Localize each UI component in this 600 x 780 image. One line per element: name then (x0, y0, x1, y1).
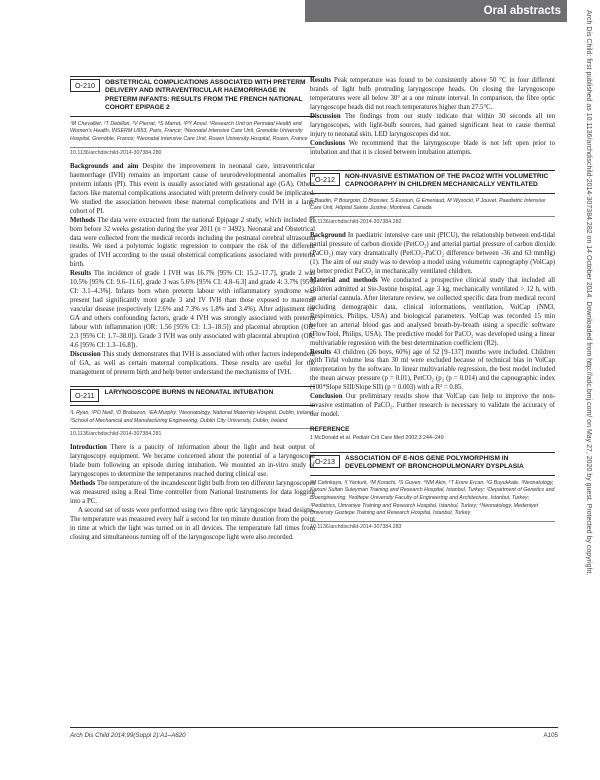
abstract-doi[interactable]: 10.1136/archdischild-2014-307384.282 (310, 216, 555, 226)
abstract-authors: ¹M Cetinkaya, ¹I Yanturk, ²M Korachi, ³S Guven, ⁴NM Akin, ⁵T Emre Ercan, ¹G Buyukkale. ¹Neonatology, Kanuni Sultan Suleyman Training and Research Hospital, Istanbul, Turkey; ²Department of Genetics and Bioengineering, Yeditepe University Faculty of Engineering and Architecture, Istanbul, Turkey; ³Pediatrics, Umraniye Training and Research Hospital, Istanbul, Turkey; ⁴Neonatology, Medeniyet University Goztepe Training and Research Hospital, Istanbul, Turkey (310, 479, 555, 517)
abstract-doi[interactable]: 10.1136/archdischild-2014-307384.280 (70, 147, 315, 157)
abstract-title-bar (310, 452, 555, 476)
left-column (70, 76, 315, 543)
abstract-section (310, 140, 555, 158)
reference-heading: REFERENCE (310, 426, 350, 434)
abstract-authors: ¹M Chevallier, ²T Debillon, ³V Pierrat, ⁴S Marret, ¹PY Ancel. ¹Research Unit on Perinatal Health and Women's Health, INSERM U953, Paris, France; ²Neonatal Intensive Care Unit, Grenoble University Hospital, Grenoble, France; ³Neonatal Intensive Care Unit, Rouen University Hospital, Rouen, France (70, 120, 308, 143)
abstract-section (310, 277, 555, 349)
section-label: Introduction (70, 444, 107, 452)
section-text: The incidence of grade 1 IVH was 16.7% [95% CI: 15.2–17.7], grade 2 was 10.5% [95% CI: 9.6–11.6], grade 3 was 5.6% [95% CI: 4.8–6.3] and grade 4: 3.7% [95% CI: 3.1–4.3%]. Infants born when preterm labour with inflammatory syndrome was present had significantly more grade 3 and IV IVH than those exposed to maternal vascular disease (respectively 12.6% and 7.3% vs 1.8% and 3.4%). After adjustment for GA and others confounding factors, grade 4 IVH was strongly associated with preterm labour with inflammation (OR: 1.56 [95% CI: 1.3–18.5]) and placental abruption (OR: 2.3 [95% CI: 1.7–38.0]). Grade 3 IVH was only associated with placental abruption (OR: 4.6 [95% CI: 1.3–16.8]). (70, 270, 316, 350)
abstract-heading: OBSTETRICAL COMPLICATIONS ASSOCIATED WITH PRETERM DELIVERY AND INTRAVENTRICULAR HAEMORRHAGE IN PRETERM INFANTS: RESULTS FROM THE FRENCH NATIONAL COHORT EPIPAGE 2 (104, 79, 306, 112)
section-label: Results (310, 348, 332, 356)
section-text: Peak temperature was found to be consistently above 50 °C in four different brands of light bulb protruding laryngoscope heads. On closing the laryngoscope temperatures were all below 30° at a one minute interval. In comparison, the fibre optic laryngoscope heads did not reach temperatures higher than 27.5°C. (310, 77, 556, 111)
abstract-section (70, 163, 315, 217)
section-text: The findings from our study indicate that within 30 seconds all ten laryngoscopes, with light-bulb sources, had gained significant heat to cause thermal injury to neonatal skin. LED laryngoscopes did not. (310, 112, 556, 138)
section-label: Methods (70, 480, 96, 488)
section-text: This study demonstrates that IVH is associated with other factors independent of GA, as well as certain maternal complications. These results are useful for the management of preterm birth and help better understand the mechanisms of IVH. (70, 351, 315, 377)
abstract-doi[interactable]: 10.1136/archdischild-2014-307384.281 (70, 428, 315, 438)
page-footer (70, 727, 558, 742)
reference-item: 1 McDonald et al. Pediatr Crit Care Med 2002;3:244–249 (310, 434, 444, 441)
section-label: Background (310, 231, 346, 239)
abstract-id: O-213 (310, 455, 340, 468)
section-label: Conclusions (310, 139, 346, 147)
abstract-heading: LARYNGOSCOPE BURNS IN NEONATAL INTUBATION (104, 389, 274, 396)
abstract-o212 (310, 170, 555, 442)
abstract-section (310, 232, 555, 277)
abstract-section (70, 270, 315, 351)
footer-journal: Arch Dis Child 2014;99(Suppl 2):A1–A620 (70, 732, 186, 739)
section-text: We recommend that the laryngoscope blade is not left open prior to intubation and that it is closed between intubation attempts. (310, 139, 556, 156)
section-text: A second set of tests were performed using two fibre optic laryngoscope head designs. The temperature was measured every half a second for ten minute duration from the point in time at which the light was turned on in all devices. The temperature fall times from closing and simultaneous turning off of the laryngoscope light were also recorded. (70, 507, 315, 542)
abstract-section (310, 77, 555, 113)
section-text: There is a paucity of information about the light and heat output of laryngoscopy equipment. We became concerned about the potential of a laryngoscope blade burn following an episode during intubation. We mounted an in-vitro study of laryngoscopes to determine the temperatures reached during clinical use. (70, 444, 316, 479)
copyright-side-note (580, 10, 594, 780)
section-text: Our preliminary results show that VolCap can help to improve the non-invasive estimation of PaCO₂. Further research is necessary to validate the accuracy of our model. (310, 393, 555, 419)
right-column (310, 77, 555, 537)
abstract-section (310, 349, 555, 394)
abstract-o210 (70, 76, 315, 378)
abstract-doi[interactable]: 10.1136/archdischild-2014-307384.283 (310, 521, 555, 531)
abstract-id: O-211 (70, 389, 99, 402)
abstract-id: O-212 (310, 173, 340, 186)
abstract-title-bar (70, 76, 315, 117)
section-text: 43 children (26 boys, 60%) age of 52 [9–137] months were included. Children with Tidal volume less than 30 ml were excluded because of technical bias in VolCap interpretation by the software. In linear multivariable regression, the best model included the mean airway pressure (p = 0.01), PetCO₂ (p₂ (p = 0.014) and the capnographic index (100*Slope SIII/Slope SII) (p = 0.003) with a R² = 0.85. (310, 348, 555, 392)
section-text: The data were extracted from the national Epipage 2 study, which included PI born before 32 weeks gestation during the year 2011 (n = 3492). Neonatal and Obstetrical data were collected from the medical records including the postnatal cerebral ultrasound results. We used a polytomic logistic regression to compare the risk of the different grades of IVH according to the usual obstetrical complications associated with preterm birth. (70, 216, 316, 269)
abstract-section (70, 351, 315, 378)
section-label: Results (70, 270, 92, 278)
side-note-text: Arch Dis Child: first published as 10.1136/archdischild-2014-307384.282 on 14 October 2014. Downloaded from http://adc.bmj.com/ on May 27, 2020 by guest. Protected by copyright. (585, 10, 592, 576)
abstract-section (70, 507, 315, 543)
section-label: Material and methods (310, 276, 378, 284)
abstract-section (70, 444, 315, 480)
section-text: Despite the improvement in neonatal care, intraventricular haemorrhage (IVH) remains an important cause of neurodevelopmental anomalies in preterm infants (PI). This event is usually associated with gestational age (GA). Others factors like maternal complications associated with preterm delivery could be implicated. We studied the association between these maternal complications and IVH in a large cohort of PI. (70, 162, 316, 215)
abstract-o211 (70, 386, 315, 543)
section-text: We conducted a prospective clinical study that included all children admitted at Ste-Justine hospital, age 3 kg, mechanically ventilated > 12 h, with an arterial cannula. After literature review, we collected specific data from medical record including demographic data, clinical informations, ventilation, VolCap (NM3, Respironics, Philips, USA) and biological parameters. VolCap was recorded 15 min before an arterial blood gas and analysed breath-by-breath using a specific software (FlowTool, Philips, USA). The predictive model for PaCO₂ was developed using a linear multivariable regression with the best determination coefficient (R2). (310, 276, 555, 347)
abstract-section (310, 393, 555, 420)
section-label: Results (310, 77, 332, 84)
section-label: Discussion (70, 351, 101, 359)
abstract-title-bar (310, 170, 555, 194)
abstract-id: O-210 (70, 79, 100, 92)
abstract-o213 (310, 452, 555, 531)
section-label: Discussion (310, 112, 341, 120)
abstract-title-bar (70, 386, 315, 406)
section-text: In paediatric intensive care unit (PICU), the relationship between end-tidal partial pressure of carbon dioxide (PetCO₂) and arterial partial pressure of carbon dioxide (PaCO₂) may vary dramatically (PetCO₂-PaCO₂ difference between -36 and 63 mmHg) (1). The aim of our study was to develop a model using volumetric capnography (VolCap) to better predict PaCO₂ in mechanically ventilated children. (310, 231, 555, 275)
abstract-section (70, 217, 315, 271)
abstract-section (310, 113, 555, 140)
section-title: Oral abstracts (483, 5, 561, 17)
abstract-authors: ¹L Ryan, ²PO Neill, ¹D Brabazon, ¹EA Murphy. ¹Neonatology, National Maternity Hospital, Dublin, Ireland; ²School of Mechanical and Manufacturing Engineering, Dublin City University, Dublin, Ireland (70, 410, 315, 424)
section-label: Methods (70, 216, 96, 224)
section-text: The temperature of the incandescent light bulb from ten different laryngoscopes was measured using a Real Time controller from National Instruments for data logging into a PC. (70, 480, 315, 506)
abstract-heading: ASSOCIATION OF E-NOS GENE POLYMORPHISM IN DEVELOPMENT OF BRONCHOPULMONARY DYSPLASIA (344, 454, 524, 471)
abstract-heading: NON-INVASIVE ESTIMATION OF THE PACO2 WITH VOLUMETRIC CAPNOGRAPHY IN CHILDREN MECHANICALLY VENTILATED (344, 172, 549, 189)
abstract-authors: F Baudin, P Bourgoin, D Brossier, S Essouri, G Emeriaud, M Wysocki, P Jouvet. Paediatric Intensive Care Unit, Hôpital Sainte Justine, Montreal, Canada (310, 197, 546, 212)
footer-page-number: A105 (543, 732, 558, 739)
section-label: Conclusion (310, 393, 343, 401)
section-label: Backgrounds and aim (70, 162, 139, 170)
section-header (305, 0, 567, 22)
abstract-section (70, 480, 315, 507)
